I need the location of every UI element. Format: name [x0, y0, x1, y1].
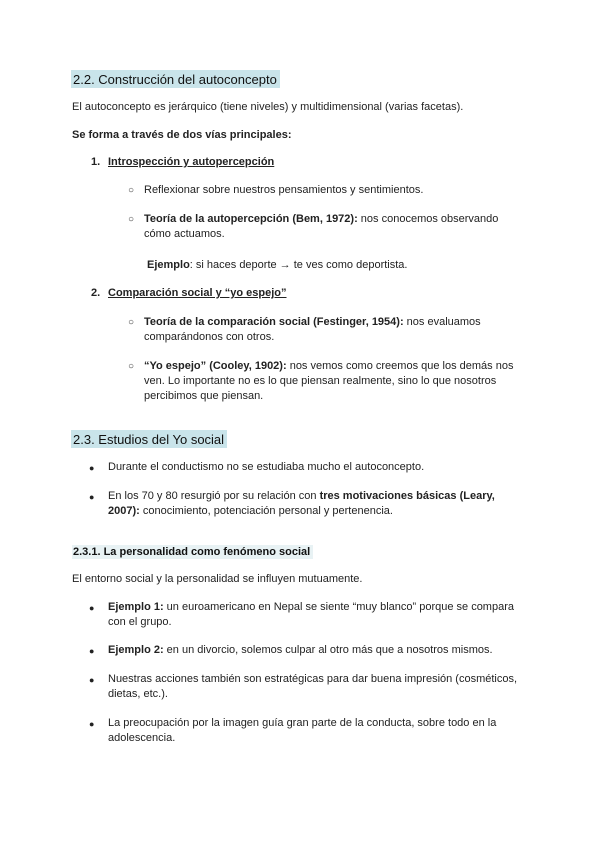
disc-bullet-icon: ● — [89, 675, 95, 685]
circle-bullet-icon: ○ — [128, 361, 135, 372]
disc-bullet-icon: ● — [89, 646, 95, 656]
bullet-text — [108, 672, 528, 702]
sub-item-bold: “Yo espejo” (Cooley, 1902): — [144, 360, 287, 372]
disc-bullet-icon: ● — [89, 603, 95, 613]
sub-item-bold: Teoría de la autopercepción (Bem, 1972): — [144, 213, 358, 225]
bullet-pre: En los 70 y 80 resurgió por su relación con — [108, 490, 320, 502]
bullet-bold: Ejemplo 2: — [108, 644, 164, 656]
circle-bullet-icon: ○ — [128, 214, 135, 225]
paragraph-intro: El entorno social y la personalidad se influyen mutuamente. — [72, 573, 363, 585]
bullet-bold: 2007): — [108, 505, 140, 517]
disc-bullet-icon: ● — [89, 492, 95, 502]
bullet-line: La preocupación por la imagen guía gran parte de la conducta, sobre todo en la — [108, 717, 497, 729]
example-text: : si haces deporte → te ves como deportista. — [189, 259, 408, 271]
sub-item-line: comparándonos con otros. — [144, 331, 275, 343]
bullet-line: Nuestras acciones también son estratégicas para dar buena impresión (cosméticos, — [108, 673, 518, 685]
sub-item-line: nos vemos como creemos que los demás nos — [286, 360, 514, 372]
paragraph-intro: El autoconcepto es jerárquico (tiene niveles) y multidimensional (varias facetas). — [72, 101, 464, 113]
list-item-title-2: Comparación social y “yo espejo” — [108, 287, 287, 299]
section-heading-2-2 — [71, 70, 280, 89]
bullet-post: conocimiento, potenciación personal y pertenencia. — [139, 505, 393, 517]
sub-item-bold: Teoría de la comparación social (Festinger, 1954): — [144, 316, 404, 328]
example-line — [147, 258, 407, 273]
sub-item-text — [144, 212, 524, 242]
sub-item-text — [144, 183, 524, 198]
sub-item-line: Reflexionar sobre nuestros pensamientos y sentimientos. — [144, 184, 424, 196]
list-number-1: 1. — [91, 156, 101, 168]
bullet-line: en un divorcio, solemos culpar al otro más que a nosotros mismos. — [163, 644, 493, 656]
paragraph-lead: Se forma a través de dos vías principales: — [72, 129, 292, 141]
sub-item-line: nos evaluamos — [403, 316, 481, 328]
sub-item-line: ven. Lo importante no es lo que piensan realmente, sino lo que nosotros — [144, 375, 497, 387]
section-heading-2-3 — [71, 430, 227, 449]
sub-item-line: cómo actuamos. — [144, 228, 225, 240]
sub-item-line: percibimos que piensan. — [144, 390, 264, 402]
sub-item-line: nos conocemos observando — [357, 213, 499, 225]
heading-text: 2.3.1. La personalidad como fenómeno social — [72, 545, 313, 559]
bullet-text — [108, 489, 528, 519]
circle-bullet-icon: ○ — [128, 317, 135, 328]
heading-text: 2.3. Estudios del Yo social — [71, 430, 227, 448]
bullet-bold: Ejemplo 1: — [108, 601, 164, 613]
bullet-text — [108, 600, 528, 630]
sub-item-text — [144, 315, 524, 345]
sub-item-text — [144, 359, 524, 404]
disc-bullet-icon: ● — [89, 719, 95, 729]
list-number-2: 2. — [91, 287, 101, 299]
bullet-bold: tres motivaciones básicas (Leary, — [319, 490, 495, 502]
bullet-text: Durante el conductismo no se estudiaba mucho el autoconcepto. — [108, 461, 425, 473]
bullet-text — [108, 643, 528, 658]
bullet-line: dietas, etc.). — [108, 688, 168, 700]
heading-text: 2.2. Construcción del autoconcepto — [71, 70, 280, 88]
section-heading-2-3-1 — [72, 545, 313, 560]
example-label: Ejemplo — [147, 259, 190, 271]
circle-bullet-icon: ○ — [128, 185, 135, 196]
bullet-line: un euroamericano en Nepal se siente “muy blanco” porque se compara — [163, 601, 514, 613]
disc-bullet-icon: ● — [89, 463, 95, 473]
bullet-line: adolescencia. — [108, 732, 176, 744]
bullet-text — [108, 716, 528, 746]
bullet-line: con el grupo. — [108, 616, 172, 628]
list-item-title-1: Introspección y autopercepción — [108, 156, 275, 168]
